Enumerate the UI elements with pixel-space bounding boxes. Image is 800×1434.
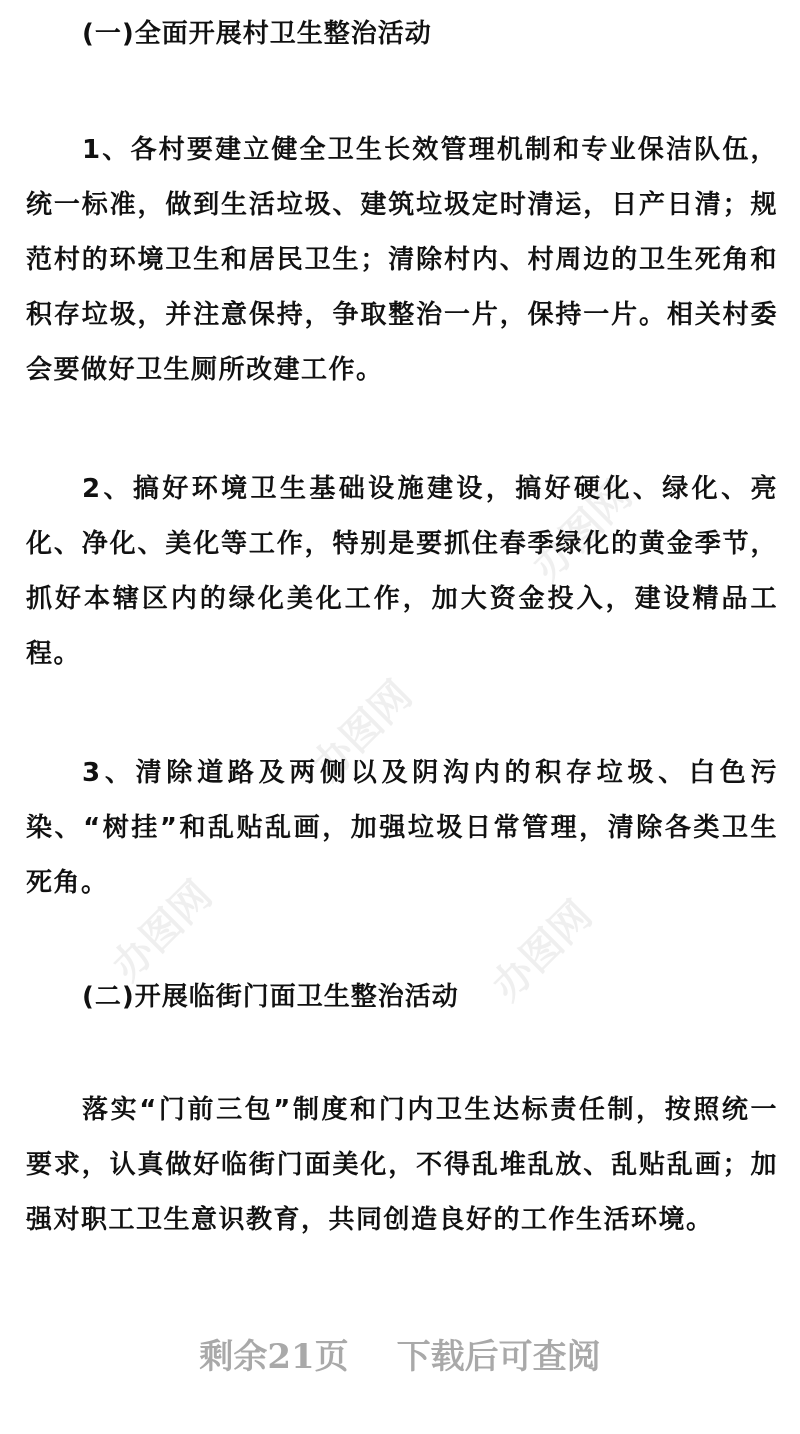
section-heading-2: (二)开展临街门面卫生整治活动	[82, 982, 459, 1012]
download-hint-label[interactable]: 下载后可查阅	[396, 1337, 601, 1377]
remaining-pages-label: 剩余21页	[199, 1337, 349, 1377]
paragraph-item-2: 2、搞好环境卫生基础设施建设，搞好硬化、绿化、亮化、净化、美化等工作，特别是要抓住春季绿化的黄金季节，抓好本辖区内的绿化美化工作，加大资金投入，建设精品工程。	[26, 474, 778, 669]
section-heading-1: (一)全面开展村卫生整治活动	[82, 19, 432, 49]
download-prompt[interactable]	[0, 1332, 800, 1382]
paragraph-section-2: 落实“门前三包”制度和门内卫生达标责任制，按照统一要求，认真做好临街门面美化，不得乱堆乱放、乱贴乱画；加强对职工卫生意识教育，共同创造良好的工作生活环境。	[26, 1095, 778, 1235]
watermark: 办图网	[523, 472, 642, 590]
watermark: 办图网	[303, 672, 422, 790]
watermark: 办图网	[483, 892, 602, 1010]
paragraph-item-3: 3、清除道路及两侧以及阴沟内的积存垃圾、白色污染、“树挂”和乱贴乱画，加强垃圾日常管理，清除各类卫生死角。	[26, 758, 778, 898]
watermark: 办图网	[103, 872, 222, 990]
paragraph-item-1: 1、各村要建立健全卫生长效管理机制和专业保洁队伍，统一标准，做到生活垃圾、建筑垃圾定时清运，日产日清；规范村的环境卫生和居民卫生；清除村内、村周边的卫生死角和积存垃圾，并注意保持，争取整治一片，保持一片。相关村委会要做好卫生厕所改建工作。	[26, 135, 778, 385]
